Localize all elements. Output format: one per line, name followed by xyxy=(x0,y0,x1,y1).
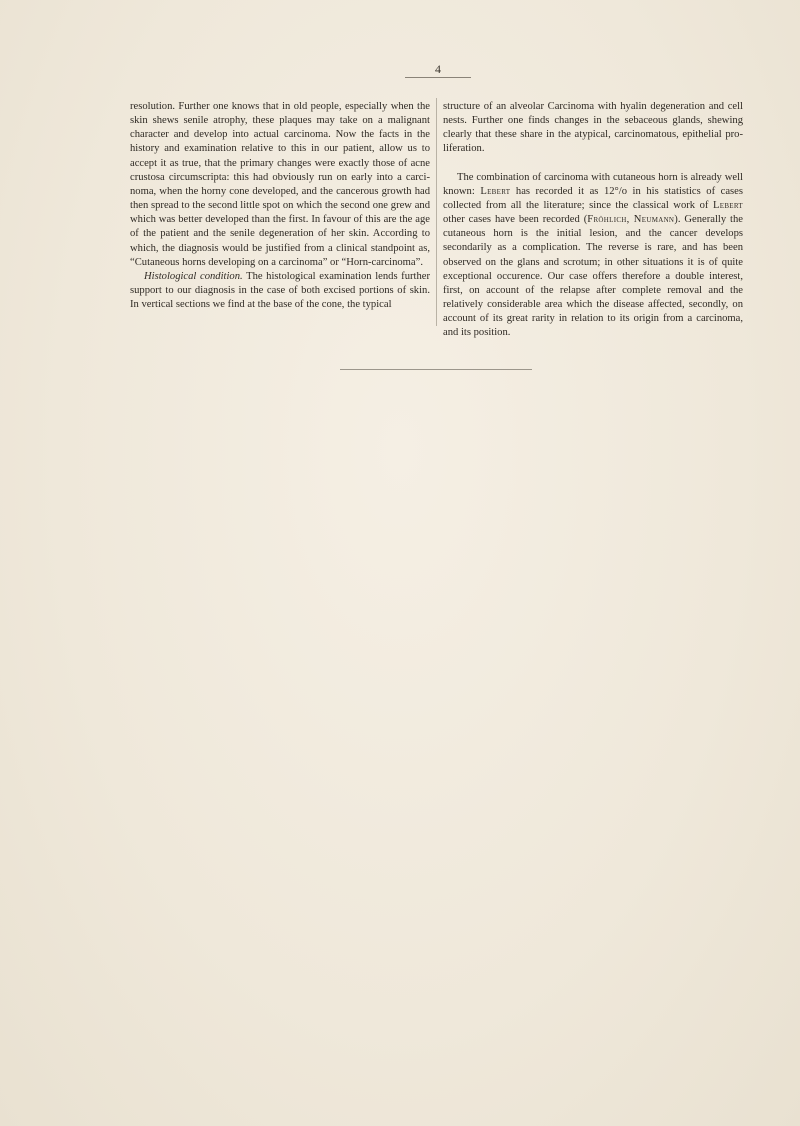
histological-body: The histological examination lends further support to our diagnosis in the case of both excised portions of skin. In vertical sections we find at the base of the cone, the typical xyxy=(130,270,431,311)
author-lebert-second: Lebert xyxy=(712,199,743,211)
paragraph-histological xyxy=(130,270,430,312)
left-column xyxy=(130,100,430,312)
paragraph-resolution: resolution. Further one knows that in old people, especially when the skin shews senile atrophy, these plaques may take on a malignant character and develop into actual carcinoma. Now the facts in the history and examination relative to this in our patient, allow us to accept it as true, that the primary changes were exactly those of acne crustosa circumscripta: this had obviously run on early into a carcinoma, when the horny cone developed, and the cancerous growth had then spread to the second little spot on which the second one grew and which was better developed than the first. In favour of this are the age of the patient and the senile degeneration of her skin. According to which, the diagnosis would be justified from a clinical standpoint as, “Cutaneous horns developing on a carcinoma” or “Horn-carcinoma”. xyxy=(130,101,430,268)
combination-text-d: ). Generally the cutaneous horn is the initial lesion, and the cancer develops secondarily as a complication. The reverse is rare, and has been observed on the glans and scrotum; in other situations it is of quite exceptional occurence. Our case offers therefore a double interest, first, on account of the relapse after complete removal and the relatively considerable area which the disease affected, secondly, on account of its great rarity in relation to its origin from a carcinoma, and its position. xyxy=(443,214,744,339)
histological-heading: Histological condition. xyxy=(144,270,243,282)
author-lebert: Lebert xyxy=(480,185,511,197)
authors-frohlich-neumann: Fröhlich, Neumann xyxy=(587,214,675,226)
combination-text-c: other cases have been recorded ( xyxy=(443,214,588,226)
combination-text-a: The combination of carcinoma with cutaneous horn is already well known: xyxy=(443,171,743,197)
end-rule xyxy=(340,369,532,370)
paragraph-combination xyxy=(443,171,743,341)
page-number-rule xyxy=(405,77,471,78)
page-number: 4 xyxy=(435,62,441,76)
column-divider xyxy=(436,98,437,326)
right-column xyxy=(443,100,743,341)
paragraph-structure: structure of an alveolar Carcinoma with hyalin degeneration and cell nests. Further one finds changes in the sebaceous glands, shewing clearly that these share in the atypical, carcinomatous, epithelial proliferation. xyxy=(443,101,743,155)
combination-text-b: has recorded it as 12°/o in his statistics of cases collected from all the literature; since the classical work of xyxy=(443,185,743,211)
